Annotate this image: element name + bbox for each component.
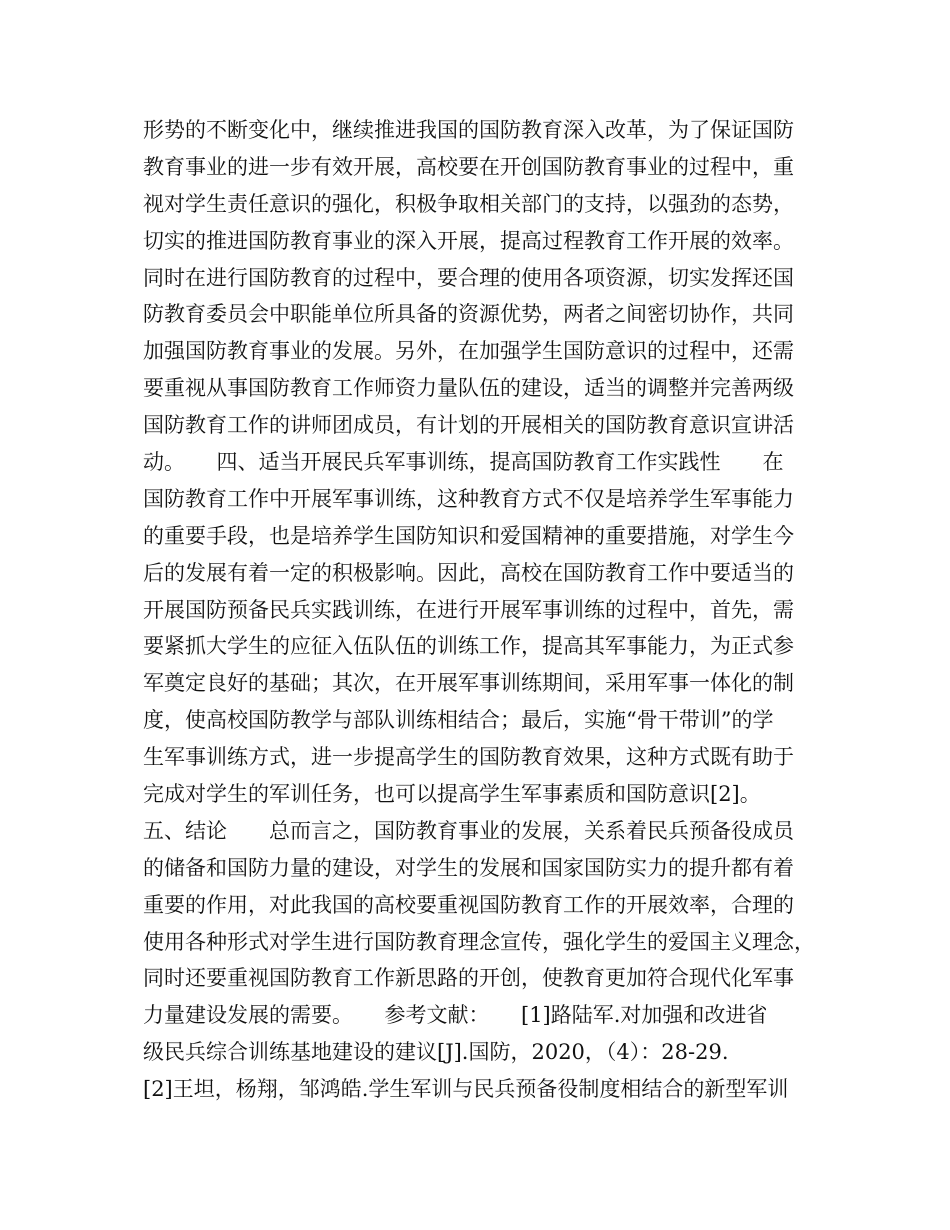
text-line: 国防教育工作中开展军事训练，这种教育方式不仅是培养学生军事能力: [143, 486, 794, 511]
text-line: 同时还要重视国防教育工作新思路的开创，使教育更加符合现代化军事: [143, 966, 794, 991]
text-line: 防教育委员会中职能单位所具备的资源优势，两者之间密切协作，共同: [143, 302, 794, 327]
text-line: 力量建设发展的需要。 参考文献： [1]路陆军.对加强和改进省: [143, 1003, 768, 1028]
text-line: 度，使高校国防教学与部队训练相结合；最后，实施“骨干带训”的学: [143, 708, 774, 733]
text-line: 开展国防预备民兵实践训练，在进行开展军事训练的过程中，首先，需: [143, 597, 794, 622]
text-line: 的重要手段，也是培养学生国防知识和爱国精神的重要措施，对学生今: [143, 523, 794, 548]
text-line: 视对学生责任意识的强化，积极争取相关部门的支持，以强劲的态势，: [143, 191, 794, 216]
text-line: 重要的作用，对此我国的高校要重视国防教育工作的开展效率，合理的: [143, 892, 794, 917]
text-line: 五、结论 总而言之，国防教育事业的发展，关系着民兵预备役成员: [143, 818, 794, 843]
text-line: 使用各种形式对学生进行国防教育理念宣传，强化学生的爱国主义理念，: [143, 929, 815, 954]
body-text: [143, 112, 833, 1108]
text-line: 教育事业的进一步有效开展，高校要在开创国防教育事业的过程中，重: [143, 154, 794, 179]
text-line: 生军事训练方式，进一步提高学生的国防教育效果，这种方式既有助于: [143, 745, 794, 770]
text-line: 同时在进行国防教育的过程中，要合理的使用各项资源，切实发挥还国: [143, 265, 794, 290]
text-line: 形势的不断变化中，继续推进我国的国防教育深入改革，为了保证国防: [143, 118, 794, 142]
text-line: 的储备和国防力量的建设，对学生的发展和国家国防实力的提升都有着: [143, 855, 794, 880]
text-line: 国防教育工作的讲师团成员，有计划的开展相关的国防教育意识宣讲活: [143, 413, 794, 438]
text-line: 动。 四、适当开展民兵军事训练，提高国防教育工作实践性 在: [143, 450, 784, 475]
text-line: 级民兵综合训练基地建设的建议[J].国防，2020，（4）：28-29.: [143, 1040, 729, 1065]
text-line: 完成对学生的军训任务，也可以提高学生军事素质和国防意识[2]。: [143, 782, 761, 807]
text-line: 后的发展有着一定的积极影响。因此，高校在国防教育工作中要适当的: [143, 560, 794, 585]
text-line: 要重视从事国防教育工作师资力量队伍的建设，适当的调整并完善两级: [143, 376, 794, 401]
text-line: 军奠定良好的基础；其次，在开展军事训练期间，采用军事一体化的制: [143, 671, 794, 696]
text-line: [2]王坦，杨翔，邹鸿皓.学生军训与民兵预备役制度相结合的新型军训: [143, 1077, 789, 1102]
text-line: 要紧抓大学生的应征入伍队伍的训练工作，提高其军事能力，为正式参: [143, 634, 794, 659]
text-line: 切实的推进国防教育事业的深入开展，提高过程教育工作开展的效率。: [143, 228, 794, 253]
text-line: 加强国防教育事业的发展。另外，在加强学生国防意识的过程中，还需: [143, 339, 794, 364]
